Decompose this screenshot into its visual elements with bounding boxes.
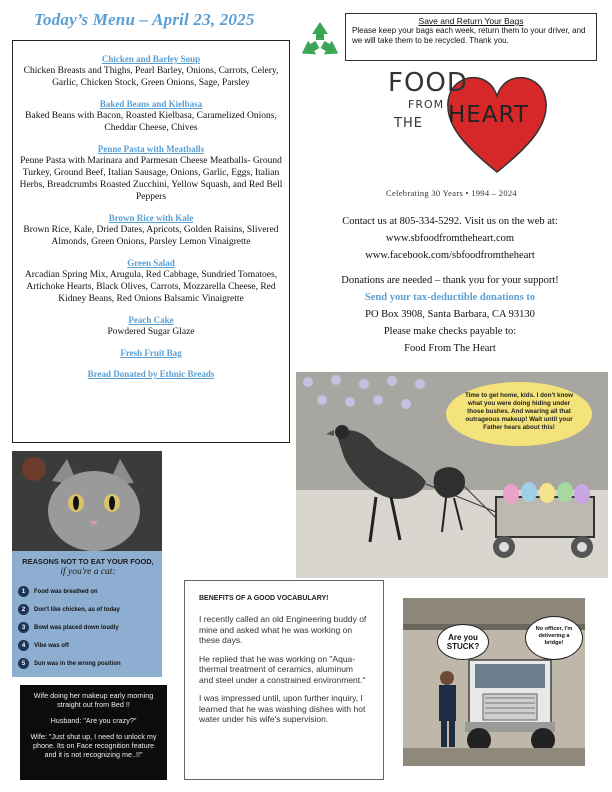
cat-reason-number: 3 [18,622,29,633]
logo-food-text: FOOD [388,68,468,98]
menu-item [17,98,285,134]
cat-reasons-panel [12,451,162,677]
cat-reason-number: 4 [18,640,29,651]
vocabulary-paragraph: I was impressed until, upon further inquiry, I learned that he was washing dishes with hot water under his wife's supervision. [199,693,366,724]
menu-item [17,314,285,338]
cat-reason [18,586,98,597]
donations-text: Donations are needed – thank you for your support! [341,275,559,286]
payee-text: Food From The Heart [404,343,496,354]
chicken-cartoon [296,372,608,578]
send-donations-text: Send your tax-deductible donations to [364,292,536,303]
bags-notice [345,13,597,61]
cat-reason-text: Bowl was placed down loudly [34,624,119,631]
website-link[interactable]: www.sbfoodfromtheheart.com [385,233,515,244]
cat-photo [12,451,162,551]
bags-notice-body: Please keep your bags each week, return them to your driver, and we will take them to be recycled. Thank you. [352,26,586,45]
food-from-the-heart-logo [380,64,550,204]
checks-text: Please make checks payable to: [383,326,517,337]
mailing-address: PO Box 3908, Santa Barbara, CA 93130 [365,309,535,320]
cat-reason-text: Vibe was off [34,642,69,649]
logo-the-text: THE [394,116,423,131]
logo-celebrating-text: Celebrating 30 Years • 1994 – 2024 [386,188,517,198]
logo-heart-text: HEART [448,102,529,128]
menu-item [17,257,285,305]
vocabulary-joke [184,580,384,780]
cat-reason-number: 1 [18,586,29,597]
truck-speech-bubble-left: Are you STUCK? [437,624,489,660]
menu-item-desc: Chicken Breasts and Thighs, Pearl Barley, Onions, Carrots, Celery, Garlic, Chicken Stock, Green Onions, Sage, Parsley [23,66,279,88]
makeup-joke-line: Wife doing her makeup early morning straight out from Bed !! [33,691,154,709]
cat-reason-number: 2 [18,604,29,615]
cat-panel-subtitle: if you're a cat: [60,567,116,577]
menu-box [12,40,290,443]
menu-item-name: Penne Pasta with Meatballs [97,144,205,154]
facebook-link[interactable]: www.facebook.com/sbfoodfromtheheart [365,250,535,261]
makeup-joke-line: Husband: "Are you crazy?" [50,716,137,725]
menu-item [17,368,285,380]
menu-item-name: Green Salad [127,258,175,268]
truck-cartoon [403,598,585,766]
cat-reason-number: 5 [18,658,29,669]
menu-item-desc: Powdered Sugar Glaze [107,327,195,337]
menu-item-name: Fresh Fruit Bag [120,348,182,358]
menu-item-desc: Arcadian Spring Mix, Arugula, Red Cabbage, Sundried Tomatoes, Artichoke Hearts, Black Olives, Carrots, Mozzarella Cheese, Red Kidney Beans, Red Onions Balsamic Vinaigrette [24,270,278,304]
makeup-joke-line: Wife: "Just shut up, I need to unlock my phone. Its on Face recognition feature and it is not recognizing me..!!" [30,732,157,759]
vocabulary-paragraph: I recently called an old Engineering buddy of mine and asked what he was working on these days. [199,614,367,645]
menu-item [17,212,285,248]
cat-reason [18,622,119,633]
cat-reason [18,658,121,669]
cat-reason [18,640,69,651]
cat-reason [18,604,120,615]
menu-item-name: Bread Donated by Ethnic Breads [87,369,215,379]
menu-item-desc: Brown Rice, Kale, Dried Dates, Apricots, Golden Raisins, Slivered Almonds, Green Onions, Parsley Lemon Vinaigrette [23,225,279,247]
vocabulary-title: BENEFITS OF A GOOD VOCABULARY! [199,595,329,602]
bags-notice-heading: Save and Return Your Bags [418,16,524,26]
cat-panel-title: REASONS NOT TO EAT YOUR FOOD, [22,557,154,566]
contact-section [298,213,602,357]
contact-line: Contact us at 805-334-5292. Visit us on the web at: [342,216,558,227]
recycle-icon [297,18,343,64]
menu-item-name: Peach Cake [128,315,174,325]
vocabulary-paragraph: He replied that he was working on "Aqua-thermal treatment of ceramics, aluminum and steel under a constrained environment." [199,653,366,685]
menu-item-name: Chicken and Barley Soup [101,54,201,64]
page-title: Today’s Menu – April 23, 2025 [34,10,255,29]
menu-item [17,143,285,203]
cat-reason-text: Food was breathed on [34,588,98,595]
menu-item [17,53,285,89]
cat-reason-text: Sun was in the wrong position [34,660,121,667]
truck-speech-bubble-right: No officer, I'm delivering a bridge! [525,616,583,660]
menu-item-desc: Baked Beans with Bacon, Roasted Kielbasa, Caramelized Onions, Cheddar Cheese, Chives [25,111,277,133]
makeup-joke [20,685,167,780]
logo-from-text: FROM [408,98,445,111]
menu-item-name: Brown Rice with Kale [108,213,194,223]
menu-item [17,347,285,359]
cat-reason-text: Don't like chicken, as of today [34,606,120,613]
menu-item-name: Baked Beans and Kielbasa [99,99,203,109]
chicken-speech-bubble: Time to get home, kids. I don't know what you were doing hiding under those bushes. And wearing all that outrageous makeup! Wait until your Father hears about this! [446,382,592,446]
menu-item-desc: Penne Pasta with Marinara and Parmesan Cheese Meatballs- Ground Turkey, Ground Beef, Italian Sausage, Onions, Garlic, Eggs, Italian Herbs, Breadcrumbs Roasted Zucchini, Yellow Squash, and Red Bell Peppers [19,156,283,202]
